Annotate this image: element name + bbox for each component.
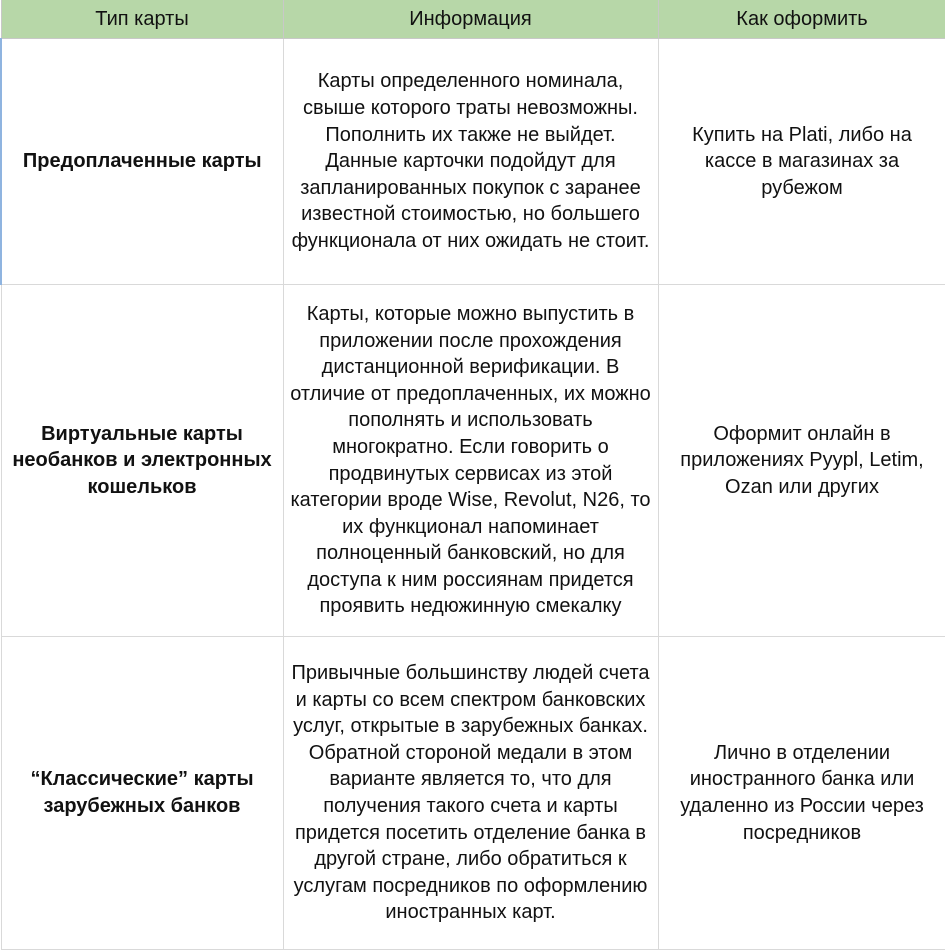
card-type-cell: Предоплаченные карты [1,39,283,285]
info-cell: Привычные большинству людей счета и карты со всем спектром банковских услуг, открытые в зарубежных банках. Обратной стороной медали в этом варианте является то, что для получения такого счета и карты придется посетить отделение банка в другой стране, либо обратиться к услугам посредников по оформлению иностранных карт. [283,637,658,950]
header-information: Информация [283,0,658,39]
table-row [1,285,945,637]
header-row [1,0,945,39]
info-cell: Карты определенного номинала, свыше которого траты невозможны. Пополнить их также не выйдет. Данные карточки подойдут для запланированных покупок с заранее известной стоимостью, но большего функционала от них ожидать не стоит. [283,39,658,285]
how-to-get-cell: Оформит онлайн в приложениях Pyypl, Letim, Ozan или других [658,285,945,637]
how-to-get-cell: Купить на Plati, либо на кассе в магазинах за рубежом [658,39,945,285]
table-row [1,39,945,285]
header-how-to-get: Как оформить [658,0,945,39]
how-to-get-cell: Лично в отделении иностранного банка или удаленно из России через посредников [658,637,945,950]
header-card-type: Тип карты [1,0,283,39]
card-type-cell: Виртуальные карты необанков и электронных кошельков [1,285,283,637]
card-type-cell: “Классические” карты зарубежных банков [1,637,283,950]
table-row [1,637,945,950]
info-cell: Карты, которые можно выпустить в приложении после прохождения дистанционной верификации. В отличие от предоплаченных, их можно пополнять и использовать многократно. Если говорить о продвинутых сервисах из этой категории вроде Wise, Revolut, N26, то их функционал напоминает полноценный банковский, но для доступа к ним россиянам придется проявить недюжинную смекалку [283,285,658,637]
